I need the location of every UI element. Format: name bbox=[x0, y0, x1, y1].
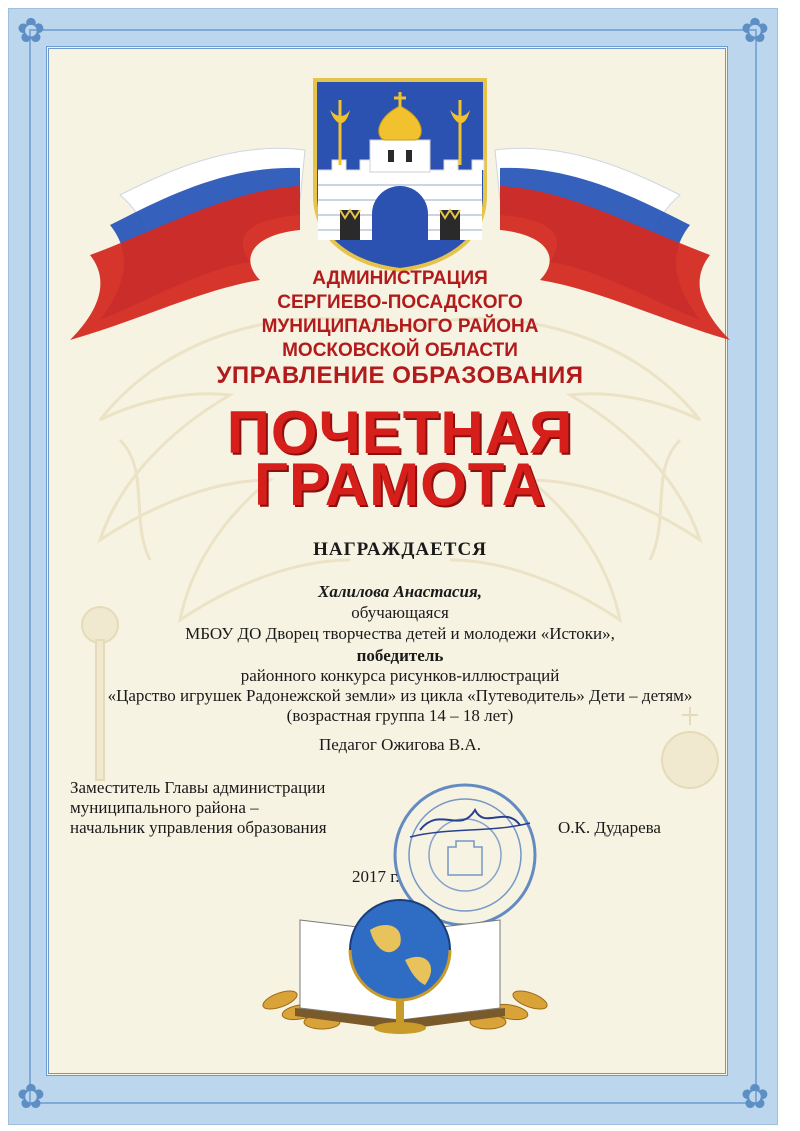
header-region: МОСКОВСКОЙ ОБЛАСТИ bbox=[282, 340, 518, 361]
contest-name: районного конкурса рисунков-иллюстраций bbox=[240, 666, 560, 685]
corner-ornament-icon: ✿ bbox=[740, 1077, 770, 1117]
book-globe-emblem-icon bbox=[240, 890, 570, 1060]
signatory-position-line2: муниципального района – bbox=[70, 798, 259, 817]
recipient-name: Халилова Анастасия, bbox=[317, 582, 483, 601]
signatory-name: О.К. Дударева bbox=[558, 818, 661, 837]
contest-title: «Царство игрушек Радонежской земли» из цикла «Путеводитель» Дети – детям» bbox=[107, 686, 693, 705]
certificate-title-line2: ГРАМОТА bbox=[254, 451, 546, 518]
header-department: УПРАВЛЕНИЕ ОБРАЗОВАНИЯ bbox=[216, 362, 584, 389]
signatory-position-line3: начальник управления образования bbox=[70, 818, 327, 837]
corner-ornament-icon: ✿ bbox=[16, 1077, 46, 1117]
signatory-position-line1: Заместитель Главы администрации bbox=[70, 778, 326, 797]
age-group: (возрастная группа 14 – 18 лет) bbox=[286, 706, 514, 725]
header-admin: АДМИНИСТРАЦИЯ bbox=[312, 268, 488, 289]
recipient-institution: МБОУ ДО Дворец творчества детей и молодежи «Истоки», bbox=[185, 624, 615, 643]
shield-icon bbox=[315, 80, 485, 270]
header-municipal: МУНИЦИПАЛЬНОГО РАЙОНА bbox=[261, 316, 539, 337]
issue-year: 2017 г. bbox=[352, 867, 400, 886]
corner-ornament-icon: ✿ bbox=[16, 11, 46, 51]
awarded-heading: НАГРАЖДАЕТСЯ bbox=[313, 539, 487, 560]
recipient-status: обучающаяся bbox=[351, 603, 449, 622]
award-rank: победитель bbox=[356, 646, 444, 665]
teacher-name: Педагог Ожигова В.А. bbox=[319, 735, 481, 754]
header-district: СЕРГИЕВО-ПОСАДСКОГО bbox=[277, 292, 523, 313]
corner-ornament-icon: ✿ bbox=[740, 11, 770, 51]
certificate-title-line1: ПОЧЕТНАЯ bbox=[226, 399, 574, 466]
